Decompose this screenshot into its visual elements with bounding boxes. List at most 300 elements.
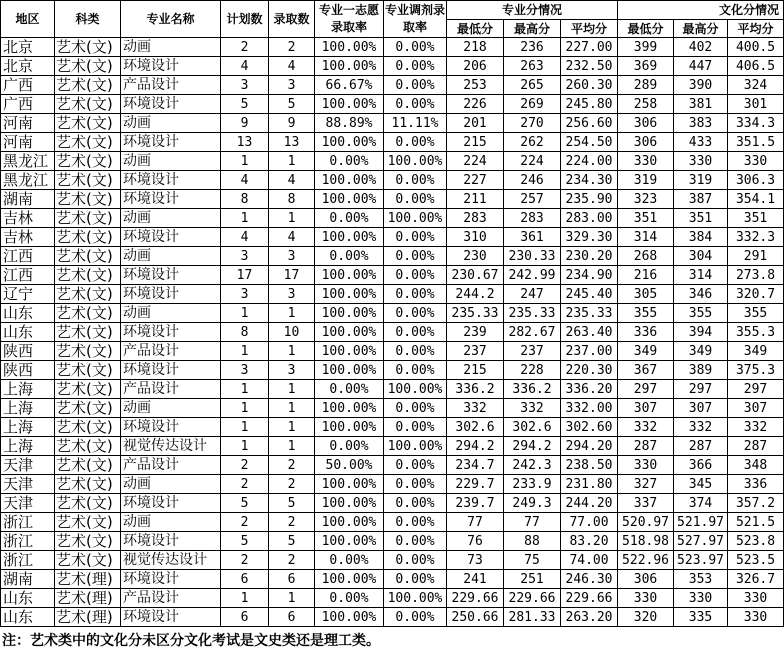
cell-region: 黑龙江 [1, 152, 55, 171]
table-row [1, 570, 784, 589]
table-row [1, 228, 784, 247]
cell-adjust-rate: 0.00% [384, 608, 447, 627]
cell-major: 环境设计 [121, 532, 221, 551]
cell-major-min: 332 [447, 399, 504, 418]
cell-adjust-rate: 0.00% [384, 285, 447, 304]
cell-culture-avg: 375.3 [728, 361, 784, 380]
cell-culture-max: 523.97 [674, 551, 728, 570]
cell-major-max: 332 [504, 399, 561, 418]
cell-plan: 2 [221, 513, 269, 532]
cell-adjust-rate: 0.00% [384, 513, 447, 532]
cell-major-avg: 256.60 [561, 114, 618, 133]
table-row [1, 437, 784, 456]
cell-culture-avg: 301 [728, 95, 784, 114]
cell-first-choice-rate: 100.00% [315, 95, 384, 114]
cell-major-min: 336.2 [447, 380, 504, 399]
cell-plan: 17 [221, 266, 269, 285]
cell-plan: 1 [221, 418, 269, 437]
cell-culture-max: 384 [674, 228, 728, 247]
cell-region: 湖南 [1, 190, 55, 209]
cell-culture-max: 351 [674, 209, 728, 228]
cell-culture-min: 327 [618, 475, 674, 494]
cell-first-choice-rate: 0.00% [315, 437, 384, 456]
cell-region: 江西 [1, 266, 55, 285]
table-row [1, 342, 784, 361]
cell-major-min: 218 [447, 38, 504, 57]
cell-major: 动画 [121, 304, 221, 323]
cell-culture-min: 330 [618, 589, 674, 608]
cell-major-avg: 229.66 [561, 589, 618, 608]
cell-admitted: 1 [269, 399, 315, 418]
cell-region: 广西 [1, 95, 55, 114]
cell-plan: 6 [221, 608, 269, 627]
cell-admitted: 1 [269, 437, 315, 456]
cell-region: 山东 [1, 304, 55, 323]
cell-admitted: 1 [269, 418, 315, 437]
header-major-min: 最低分 [447, 20, 504, 38]
cell-admitted: 3 [269, 76, 315, 95]
cell-culture-max: 297 [674, 380, 728, 399]
cell-category: 艺术(文) [55, 190, 121, 209]
header-admitted: 录取数 [269, 1, 315, 38]
cell-major-min: 224 [447, 152, 504, 171]
cell-region: 河南 [1, 114, 55, 133]
cell-major-avg: 254.50 [561, 133, 618, 152]
cell-major-min: 253 [447, 76, 504, 95]
cell-major-min: 294.2 [447, 437, 504, 456]
cell-plan: 9 [221, 114, 269, 133]
cell-major: 视觉传达设计 [121, 437, 221, 456]
cell-major: 环境设计 [121, 418, 221, 437]
cell-major-min: 76 [447, 532, 504, 551]
cell-major-min: 244.2 [447, 285, 504, 304]
cell-plan: 3 [221, 247, 269, 266]
cell-culture-max: 332 [674, 418, 728, 437]
cell-region: 辽宁 [1, 285, 55, 304]
cell-category: 艺术(文) [55, 95, 121, 114]
cell-major-avg: 246.30 [561, 570, 618, 589]
cell-plan: 2 [221, 475, 269, 494]
cell-major: 环境设计 [121, 190, 221, 209]
table-row [1, 266, 784, 285]
cell-category: 艺术(理) [55, 608, 121, 627]
cell-culture-min: 330 [618, 152, 674, 171]
cell-culture-max: 304 [674, 247, 728, 266]
cell-culture-avg: 523.8 [728, 532, 784, 551]
cell-major-min: 201 [447, 114, 504, 133]
cell-culture-min: 330 [618, 456, 674, 475]
cell-major-min: 230 [447, 247, 504, 266]
cell-major: 环境设计 [121, 494, 221, 513]
cell-culture-min: 305 [618, 285, 674, 304]
cell-major-max: 251 [504, 570, 561, 589]
cell-major: 动画 [121, 114, 221, 133]
cell-admitted: 1 [269, 342, 315, 361]
cell-major-min: 211 [447, 190, 504, 209]
table-row [1, 38, 784, 57]
header-major-avg: 平均分 [561, 20, 618, 38]
cell-region: 上海 [1, 380, 55, 399]
cell-admitted: 6 [269, 570, 315, 589]
cell-culture-max: 335 [674, 608, 728, 627]
cell-plan: 13 [221, 133, 269, 152]
cell-major-max: 75 [504, 551, 561, 570]
cell-adjust-rate: 0.00% [384, 456, 447, 475]
cell-first-choice-rate: 100.00% [315, 38, 384, 57]
cell-first-choice-rate: 0.00% [315, 209, 384, 228]
header-adjust-rate: 专业调剂录取率 [384, 1, 447, 38]
cell-major-max: 263 [504, 57, 561, 76]
cell-culture-avg: 349 [728, 342, 784, 361]
table-row [1, 190, 784, 209]
cell-culture-avg: 326.7 [728, 570, 784, 589]
cell-adjust-rate: 0.00% [384, 532, 447, 551]
header-major: 专业名称 [121, 1, 221, 38]
cell-plan: 4 [221, 171, 269, 190]
cell-admitted: 2 [269, 38, 315, 57]
cell-major: 环境设计 [121, 133, 221, 152]
cell-culture-min: 332 [618, 418, 674, 437]
cell-major-max: 246 [504, 171, 561, 190]
cell-region: 天津 [1, 456, 55, 475]
cell-major: 环境设计 [121, 266, 221, 285]
cell-culture-avg: 523.5 [728, 551, 784, 570]
cell-region: 黑龙江 [1, 171, 55, 190]
table-row [1, 209, 784, 228]
cell-admitted: 2 [269, 456, 315, 475]
cell-region: 广西 [1, 76, 55, 95]
cell-first-choice-rate: 100.00% [315, 608, 384, 627]
cell-adjust-rate: 0.00% [384, 133, 447, 152]
cell-major-max: 269 [504, 95, 561, 114]
cell-adjust-rate: 100.00% [384, 437, 447, 456]
table-row [1, 304, 784, 323]
cell-category: 艺术(文) [55, 342, 121, 361]
cell-culture-min: 522.96 [618, 551, 674, 570]
cell-major-max: 224 [504, 152, 561, 171]
cell-culture-min: 518.98 [618, 532, 674, 551]
cell-major: 环境设计 [121, 570, 221, 589]
cell-plan: 8 [221, 190, 269, 209]
cell-culture-min: 349 [618, 342, 674, 361]
table-header [1, 1, 784, 38]
cell-admitted: 3 [269, 285, 315, 304]
cell-culture-max: 353 [674, 570, 728, 589]
cell-category: 艺术(文) [55, 152, 121, 171]
cell-major-avg: 231.80 [561, 475, 618, 494]
cell-major-avg: 283.00 [561, 209, 618, 228]
cell-major-avg: 227.00 [561, 38, 618, 57]
cell-major: 环境设计 [121, 57, 221, 76]
cell-adjust-rate: 0.00% [384, 57, 447, 76]
cell-region: 浙江 [1, 551, 55, 570]
cell-culture-avg: 355.3 [728, 323, 784, 342]
cell-adjust-rate: 100.00% [384, 380, 447, 399]
cell-first-choice-rate: 100.00% [315, 361, 384, 380]
cell-major: 动画 [121, 399, 221, 418]
cell-first-choice-rate: 100.00% [315, 171, 384, 190]
table-row [1, 380, 784, 399]
cell-culture-avg: 306.3 [728, 171, 784, 190]
cell-first-choice-rate: 100.00% [315, 418, 384, 437]
cell-admitted: 1 [269, 152, 315, 171]
table-row [1, 285, 784, 304]
cell-admitted: 5 [269, 95, 315, 114]
cell-region: 天津 [1, 475, 55, 494]
cell-major-max: 247 [504, 285, 561, 304]
cell-major-max: 249.3 [504, 494, 561, 513]
table-row [1, 114, 784, 133]
cell-major-avg: 234.90 [561, 266, 618, 285]
cell-culture-max: 447 [674, 57, 728, 76]
cell-culture-avg: 400.5 [728, 38, 784, 57]
cell-admitted: 2 [269, 475, 315, 494]
table-row [1, 513, 784, 532]
header-first-choice-rate: 专业一志愿录取率 [315, 1, 384, 38]
header-culture-min: 最低分 [618, 20, 674, 38]
cell-culture-min: 287 [618, 437, 674, 456]
cell-major-min: 310 [447, 228, 504, 247]
cell-plan: 1 [221, 399, 269, 418]
cell-major-min: 215 [447, 133, 504, 152]
table-row [1, 589, 784, 608]
cell-major-avg: 263.20 [561, 608, 618, 627]
header-major-score-group: 专业分情况 [447, 1, 618, 20]
cell-plan: 1 [221, 589, 269, 608]
cell-admitted: 1 [269, 209, 315, 228]
footnote: 注：艺术类中的文化分未区分文化考试是文史类还是理工类。 [2, 633, 380, 649]
cell-major-max: 270 [504, 114, 561, 133]
cell-culture-avg: 348 [728, 456, 784, 475]
cell-major: 动画 [121, 152, 221, 171]
cell-region: 江西 [1, 247, 55, 266]
cell-major-max: 302.6 [504, 418, 561, 437]
cell-plan: 4 [221, 228, 269, 247]
cell-major-avg: 234.30 [561, 171, 618, 190]
cell-first-choice-rate: 50.00% [315, 456, 384, 475]
cell-major-avg: 83.20 [561, 532, 618, 551]
cell-first-choice-rate: 100.00% [315, 57, 384, 76]
cell-major: 产品设计 [121, 456, 221, 475]
cell-culture-avg: 330 [728, 608, 784, 627]
cell-adjust-rate: 0.00% [384, 304, 447, 323]
cell-admitted: 8 [269, 190, 315, 209]
cell-culture-min: 367 [618, 361, 674, 380]
cell-major: 环境设计 [121, 285, 221, 304]
cell-culture-avg: 354.1 [728, 190, 784, 209]
cell-major: 动画 [121, 38, 221, 57]
cell-major-avg: 260.30 [561, 76, 618, 95]
cell-culture-min: 399 [618, 38, 674, 57]
table-row [1, 57, 784, 76]
cell-plan: 2 [221, 38, 269, 57]
cell-region: 山东 [1, 323, 55, 342]
cell-adjust-rate: 0.00% [384, 95, 447, 114]
table-row [1, 551, 784, 570]
cell-plan: 3 [221, 361, 269, 380]
cell-admitted: 1 [269, 304, 315, 323]
cell-culture-avg: 357.2 [728, 494, 784, 513]
cell-culture-max: 374 [674, 494, 728, 513]
cell-culture-min: 355 [618, 304, 674, 323]
cell-major-min: 239.7 [447, 494, 504, 513]
cell-major: 动画 [121, 475, 221, 494]
cell-major-avg: 235.33 [561, 304, 618, 323]
cell-adjust-rate: 0.00% [384, 190, 447, 209]
cell-major-avg: 245.40 [561, 285, 618, 304]
cell-culture-avg: 330 [728, 152, 784, 171]
cell-admitted: 4 [269, 171, 315, 190]
cell-culture-min: 336 [618, 323, 674, 342]
cell-admitted: 6 [269, 608, 315, 627]
cell-major-avg: 336.20 [561, 380, 618, 399]
header-culture-score-group: 文化分情况 [618, 1, 784, 20]
cell-region: 山东 [1, 608, 55, 627]
cell-category: 艺术(文) [55, 247, 121, 266]
cell-culture-avg: 297 [728, 380, 784, 399]
cell-adjust-rate: 0.00% [384, 551, 447, 570]
cell-major-min: 241 [447, 570, 504, 589]
cell-plan: 5 [221, 494, 269, 513]
cell-region: 浙江 [1, 532, 55, 551]
cell-first-choice-rate: 100.00% [315, 513, 384, 532]
cell-culture-max: 527.97 [674, 532, 728, 551]
cell-region: 吉林 [1, 209, 55, 228]
table-row [1, 95, 784, 114]
cell-culture-avg: 330 [728, 589, 784, 608]
cell-adjust-rate: 0.00% [384, 342, 447, 361]
cell-category: 艺术(文) [55, 418, 121, 437]
cell-first-choice-rate: 100.00% [315, 323, 384, 342]
cell-culture-min: 258 [618, 95, 674, 114]
cell-culture-min: 289 [618, 76, 674, 95]
cell-culture-min: 320 [618, 608, 674, 627]
cell-first-choice-rate: 100.00% [315, 190, 384, 209]
cell-culture-max: 345 [674, 475, 728, 494]
cell-major-avg: 245.80 [561, 95, 618, 114]
cell-major: 产品设计 [121, 380, 221, 399]
cell-admitted: 10 [269, 323, 315, 342]
cell-admitted: 13 [269, 133, 315, 152]
cell-category: 艺术(文) [55, 532, 121, 551]
cell-region: 山东 [1, 589, 55, 608]
table-row [1, 399, 784, 418]
cell-first-choice-rate: 0.00% [315, 589, 384, 608]
cell-plan: 1 [221, 380, 269, 399]
cell-major: 环境设计 [121, 608, 221, 627]
cell-culture-min: 306 [618, 570, 674, 589]
cell-culture-max: 402 [674, 38, 728, 57]
cell-major-avg: 224.00 [561, 152, 618, 171]
header-region: 地区 [1, 1, 55, 38]
cell-adjust-rate: 100.00% [384, 209, 447, 228]
cell-culture-avg: 406.5 [728, 57, 784, 76]
cell-adjust-rate: 0.00% [384, 418, 447, 437]
cell-major-avg: 77.00 [561, 513, 618, 532]
cell-major-max: 77 [504, 513, 561, 532]
cell-plan: 6 [221, 570, 269, 589]
cell-major-max: 242.99 [504, 266, 561, 285]
cell-culture-max: 346 [674, 285, 728, 304]
cell-category: 艺术(文) [55, 304, 121, 323]
cell-admitted: 3 [269, 361, 315, 380]
cell-adjust-rate: 0.00% [384, 38, 447, 57]
cell-culture-min: 314 [618, 228, 674, 247]
cell-adjust-rate: 0.00% [384, 570, 447, 589]
cell-culture-max: 433 [674, 133, 728, 152]
cell-major-max: 361 [504, 228, 561, 247]
cell-adjust-rate: 0.00% [384, 76, 447, 95]
cell-plan: 3 [221, 285, 269, 304]
cell-category: 艺术(文) [55, 437, 121, 456]
cell-plan: 4 [221, 57, 269, 76]
cell-major: 产品设计 [121, 342, 221, 361]
cell-category: 艺术(文) [55, 57, 121, 76]
cell-major-min: 229.7 [447, 475, 504, 494]
cell-culture-min: 337 [618, 494, 674, 513]
cell-major-max: 283 [504, 209, 561, 228]
cell-culture-avg: 355 [728, 304, 784, 323]
cell-category: 艺术(文) [55, 133, 121, 152]
cell-first-choice-rate: 100.00% [315, 285, 384, 304]
cell-culture-min: 351 [618, 209, 674, 228]
cell-region: 陕西 [1, 342, 55, 361]
cell-category: 艺术(文) [55, 285, 121, 304]
cell-major: 视觉传达设计 [121, 551, 221, 570]
cell-culture-max: 287 [674, 437, 728, 456]
cell-culture-max: 383 [674, 114, 728, 133]
table-row [1, 608, 784, 627]
cell-region: 湖南 [1, 570, 55, 589]
cell-major: 环境设计 [121, 95, 221, 114]
cell-major-max: 236 [504, 38, 561, 57]
cell-major: 产品设计 [121, 589, 221, 608]
cell-region: 上海 [1, 418, 55, 437]
cell-major-min: 206 [447, 57, 504, 76]
cell-major: 环境设计 [121, 323, 221, 342]
cell-admitted: 4 [269, 57, 315, 76]
cell-major-max: 228 [504, 361, 561, 380]
cell-first-choice-rate: 100.00% [315, 570, 384, 589]
cell-culture-avg: 307 [728, 399, 784, 418]
cell-culture-min: 268 [618, 247, 674, 266]
cell-category: 艺术(文) [55, 494, 121, 513]
table-row [1, 323, 784, 342]
cell-adjust-rate: 0.00% [384, 171, 447, 190]
cell-culture-avg: 351 [728, 209, 784, 228]
cell-major-avg: 294.20 [561, 437, 618, 456]
cell-first-choice-rate: 100.00% [315, 532, 384, 551]
cell-adjust-rate: 100.00% [384, 589, 447, 608]
cell-major-avg: 232.50 [561, 57, 618, 76]
table-row [1, 494, 784, 513]
cell-major-avg: 263.40 [561, 323, 618, 342]
cell-major-max: 230.33 [504, 247, 561, 266]
table-row [1, 475, 784, 494]
cell-culture-min: 323 [618, 190, 674, 209]
cell-first-choice-rate: 0.00% [315, 152, 384, 171]
cell-culture-avg: 351.5 [728, 133, 784, 152]
cell-category: 艺术(文) [55, 38, 121, 57]
cell-admitted: 5 [269, 494, 315, 513]
cell-adjust-rate: 0.00% [384, 361, 447, 380]
cell-region: 陕西 [1, 361, 55, 380]
cell-major-min: 239 [447, 323, 504, 342]
cell-adjust-rate: 0.00% [384, 228, 447, 247]
cell-region: 河南 [1, 133, 55, 152]
header-category: 科类 [55, 1, 121, 38]
cell-plan: 1 [221, 437, 269, 456]
